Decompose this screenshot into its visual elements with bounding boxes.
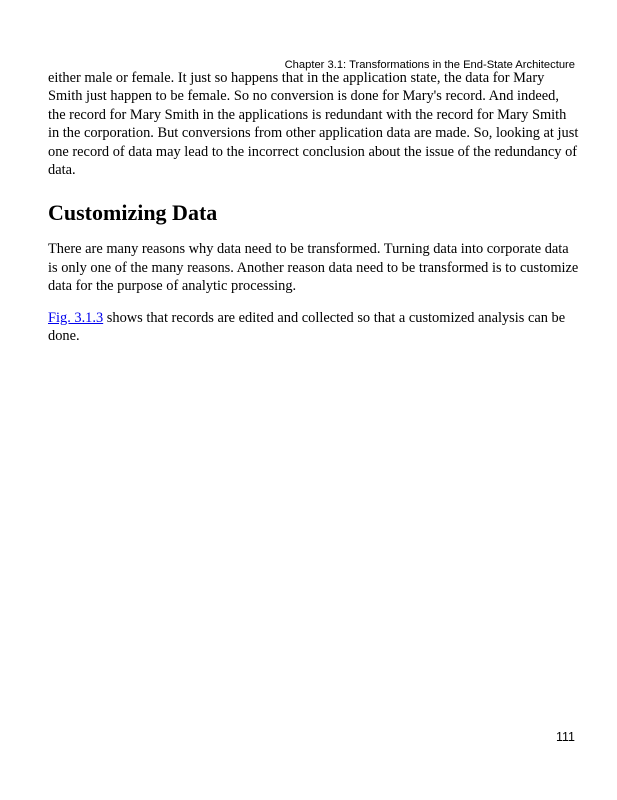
- figure-link[interactable]: Fig. 3.1.3: [48, 309, 104, 326]
- section-heading: Customizing Data: [48, 200, 218, 226]
- body-paragraph-3: [48, 309, 580, 346]
- paragraph-3-text: shows that records are edited and collected so that a customized analysis can be done.: [48, 309, 566, 345]
- body-paragraph-2: There are many reasons why data need to be transformed. Turning data into corporate data is only one of the many reasons. Another reason data need to be transformed is to customize data for the purpose of analytic processing.: [48, 241, 579, 295]
- page-number: 111: [555, 730, 575, 744]
- running-header: Chapter 3.1: Transformations in the End-State Architecture: [284, 59, 575, 71]
- body-paragraph-1: either male or female. It just so happens that in the application state, the data for Mary Smith just happen to be female. So no conversion is done for Mary's record. And indeed, the record for Mary Smith in the applications is redundant with the record for Mary Smith in the corporation. But conversions from other application data are made. So, looking at just one record of data may lead to the incorrect conclusion about the issue of the redundancy of data.: [48, 70, 579, 179]
- page-content: [48, 69, 580, 345]
